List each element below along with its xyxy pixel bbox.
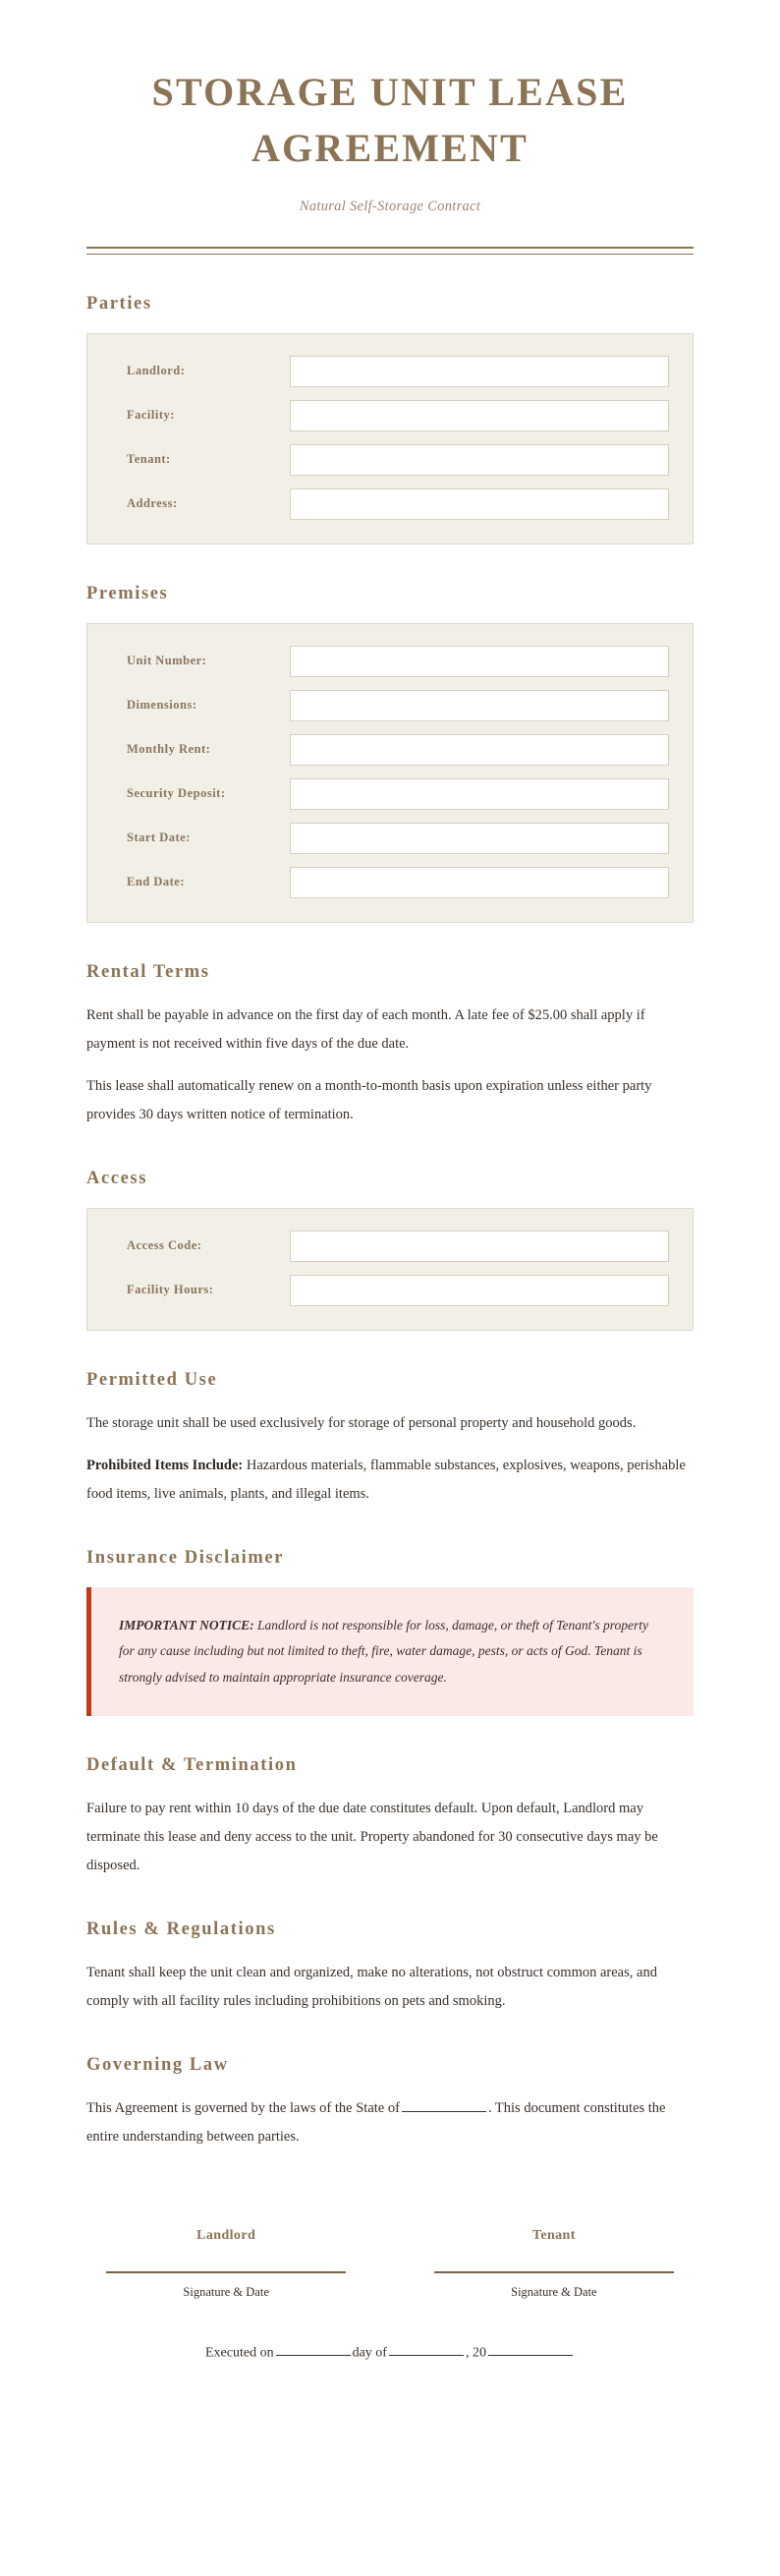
field-label-facility-hours: Facility Hours: xyxy=(127,1283,214,1297)
section-heading-governing-law: Governing Law xyxy=(86,2054,229,2075)
field-row xyxy=(111,778,669,810)
prohibited-items-rest: Hazardous materials, flammable substances, explosives, weapons, perishable food items, live animals, plants, and illegal items. xyxy=(86,1457,686,1502)
section-heading-premises: Premises xyxy=(86,583,169,603)
field-row xyxy=(111,400,669,431)
address-input[interactable] xyxy=(290,488,669,520)
field-row xyxy=(111,1275,669,1306)
state-blank-line[interactable] xyxy=(402,2100,486,2112)
section-parties xyxy=(86,292,694,544)
unit-number-input[interactable] xyxy=(290,646,669,677)
signature-caption-tenant: Signature & Date xyxy=(511,2284,597,2299)
default-termination-paragraph-1: Failure to pay rent within 10 days of the due date constitutes default. Upon default, Landlord may terminate this lease and deny access to the unit. Property abandoned for 30 consecutive days may be disposed. xyxy=(86,1800,658,1873)
section-rental-terms xyxy=(86,960,694,1129)
field-row xyxy=(111,646,669,677)
signature-line-tenant[interactable] xyxy=(434,2271,674,2273)
security-deposit-input[interactable] xyxy=(290,778,669,810)
start-date-input[interactable] xyxy=(290,823,669,854)
field-label-start-date: Start Date: xyxy=(127,830,191,845)
facility-input[interactable] xyxy=(290,400,669,431)
important-notice-rest: Landlord is not responsible for loss, damage, or theft of Tenant's property for any cause including but not limited to theft, fire, water damage, pests, or acts of God. Tenant is strongly advised to maintain appropriate insurance coverage. xyxy=(119,1617,649,1685)
executed-year-prefix-label: , 20 xyxy=(465,2345,486,2361)
important-notice-text xyxy=(119,1613,666,1690)
section-insurance-disclaimer xyxy=(86,1546,694,1716)
field-row xyxy=(111,444,669,476)
field-row xyxy=(111,823,669,854)
field-label-end-date: End Date: xyxy=(127,875,186,889)
rental-terms-paragraph-2: This lease shall automatically renew on a month-to-month basis upon expiration unless either party provides 30 days written notice of termination. xyxy=(86,1077,652,1122)
governing-law-text-before: This Agreement is governed by the laws of the State of xyxy=(86,2099,400,2116)
section-heading-access: Access xyxy=(86,1168,147,1188)
section-heading-rental-terms: Rental Terms xyxy=(86,961,210,982)
signature-caption-landlord: Signature & Date xyxy=(183,2284,269,2299)
signature-role-landlord: Landlord xyxy=(196,2227,256,2243)
dimensions-input[interactable] xyxy=(290,690,669,721)
parties-field-panel xyxy=(86,333,694,544)
signature-column-tenant xyxy=(415,2228,694,2300)
signature-column-landlord xyxy=(86,2228,365,2300)
executed-month-blank[interactable] xyxy=(389,2345,464,2357)
prohibited-items-lead: Prohibited Items Include: xyxy=(86,1457,244,1473)
access-field-panel xyxy=(86,1208,694,1331)
field-label-security-deposit: Security Deposit: xyxy=(127,786,226,801)
field-label-address: Address: xyxy=(127,496,178,511)
signature-line-landlord[interactable] xyxy=(106,2271,346,2273)
page-title: STORAGE UNIT LEASE AGREEMENT xyxy=(151,70,629,170)
field-row xyxy=(111,488,669,520)
governing-law-paragraph xyxy=(86,2094,694,2151)
executed-prefix-label: Executed on xyxy=(205,2345,274,2361)
section-heading-parties: Parties xyxy=(86,293,152,314)
executed-day-blank[interactable] xyxy=(276,2345,351,2357)
section-premises xyxy=(86,582,694,923)
premises-field-panel xyxy=(86,623,694,923)
governing-law-text-after: . This document constitutes the entire understanding between parties. xyxy=(86,2099,666,2145)
field-label-tenant: Tenant: xyxy=(127,452,171,467)
important-notice-lead: IMPORTANT NOTICE: xyxy=(119,1617,254,1632)
field-label-facility: Facility: xyxy=(127,408,175,423)
executed-on-line xyxy=(86,2345,694,2362)
field-row xyxy=(111,690,669,721)
section-heading-permitted-use: Permitted Use xyxy=(86,1369,218,1390)
section-access xyxy=(86,1167,694,1331)
field-row xyxy=(111,867,669,898)
field-label-monthly-rent: Monthly Rent: xyxy=(127,742,211,757)
signature-columns xyxy=(86,2228,694,2300)
field-label-unit-number: Unit Number: xyxy=(127,654,207,668)
tenant-input[interactable] xyxy=(290,444,669,476)
section-permitted-use xyxy=(86,1368,694,1509)
field-label-access-code: Access Code: xyxy=(127,1238,202,1253)
field-label-dimensions: Dimensions: xyxy=(127,698,197,713)
signature-block xyxy=(86,2228,694,2362)
section-governing-law xyxy=(86,2053,694,2151)
facility-hours-input[interactable] xyxy=(290,1275,669,1306)
landlord-input[interactable] xyxy=(290,356,669,387)
monthly-rent-input[interactable] xyxy=(290,734,669,766)
rules-regulations-paragraph-1: Tenant shall keep the unit clean and organized, make no alterations, not obstruct common areas, and comply with all facility rules including prohibitions on pets and smoking. xyxy=(86,1964,657,2009)
executed-year-blank[interactable] xyxy=(488,2345,573,2357)
prohibited-items-paragraph xyxy=(86,1452,694,1509)
rental-terms-paragraph-1: Rent shall be payable in advance on the first day of each month. A late fee of $25.00 shall apply if payment is not received within five days of the due date. xyxy=(86,1006,645,1052)
executed-mid-label: day of xyxy=(352,2345,387,2361)
section-rules-regulations xyxy=(86,1918,694,2016)
header-divider xyxy=(86,247,694,255)
access-code-input[interactable] xyxy=(290,1231,669,1262)
end-date-input[interactable] xyxy=(290,867,669,898)
field-row xyxy=(111,356,669,387)
section-default-termination xyxy=(86,1753,694,1880)
field-label-landlord: Landlord: xyxy=(127,364,186,378)
document-header xyxy=(86,65,694,255)
field-row xyxy=(111,734,669,766)
permitted-use-paragraph-1: The storage unit shall be used exclusively for storage of personal property and household goods. xyxy=(86,1414,637,1431)
section-heading-rules-regulations: Rules & Regulations xyxy=(86,1918,276,1939)
document-subtitle: Natural Self-Storage Contract xyxy=(299,198,481,214)
section-heading-insurance-disclaimer: Insurance Disclaimer xyxy=(86,1547,285,1568)
field-row xyxy=(111,1231,669,1262)
section-heading-default-termination: Default & Termination xyxy=(86,1754,298,1775)
important-notice-box xyxy=(86,1587,694,1716)
signature-role-tenant: Tenant xyxy=(531,2227,576,2243)
